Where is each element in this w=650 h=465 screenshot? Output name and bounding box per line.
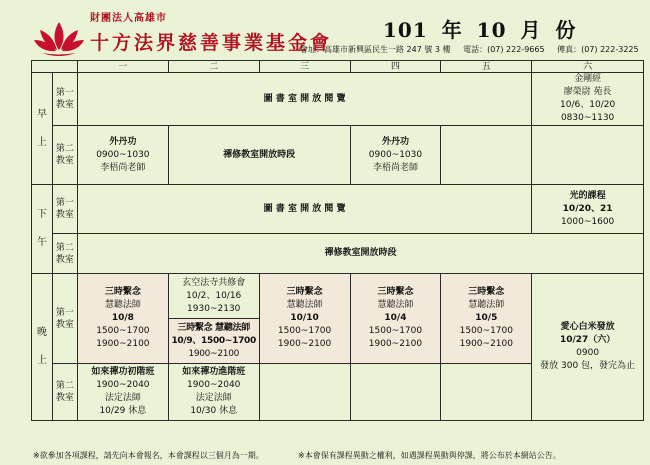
afternoon-library-open: 圖 書 室 開 放 閱 覽 bbox=[77, 185, 531, 234]
org-subtitle: 財團法人高雄市 bbox=[90, 13, 167, 24]
evening-room1-row-a bbox=[32, 274, 644, 319]
morning-room1-row bbox=[32, 73, 644, 126]
period-morning: 早 上 bbox=[32, 73, 53, 185]
phone: 電話：(07) 222-9665 bbox=[463, 45, 545, 54]
evening-tue-sanshi: 三時繫念 慧聽法師 10/9、1500~1700 1900~2100 bbox=[168, 319, 259, 364]
footer-note-right: ※本會保有課程異動之權利，如遇課程異動與停課，將公布於本網站公告。 bbox=[298, 451, 561, 460]
evening-wed-empty bbox=[259, 364, 350, 421]
weekday-thu: 四 bbox=[350, 61, 441, 73]
schedule-table bbox=[31, 60, 644, 421]
morning-room2-row bbox=[32, 126, 644, 185]
room2-label: 第二 教室 bbox=[52, 364, 77, 421]
evening-sat-rice: 愛心白米發放 10/27（六） 0900 發放 300 包，發完為止 bbox=[532, 274, 644, 421]
room1-label: 第一 教室 bbox=[52, 73, 77, 126]
weekday-sat: 六 bbox=[532, 61, 644, 73]
morning-library-open: 圖 書 室 開 放 閱 覽 bbox=[77, 73, 531, 126]
morning-fri-empty bbox=[441, 126, 532, 185]
morning-mon-waidangong: 外丹功 0900~1030 李梧尚老師 bbox=[77, 126, 168, 185]
fax: 傳真：(07) 222-3225 bbox=[557, 45, 639, 54]
month-title: 101 年 10 月 份 bbox=[383, 18, 577, 42]
evening-fri-sanshi: 三時繫念 慧聽法師 10/5 1500~1700 1900~2100 bbox=[441, 274, 532, 364]
evening-mon-rulai-basic: 如來禪功初階班 1900~2040 法定法師 10/29 休息 bbox=[77, 364, 168, 421]
evening-wed-sanshi: 三時繫念 慧聽法師 10/10 1500~1700 1900~2100 bbox=[259, 274, 350, 364]
afternoon-room2-row bbox=[32, 234, 644, 274]
org-name: 十方法界慈善事業基金會 bbox=[90, 32, 333, 54]
weekday-tue: 二 bbox=[168, 61, 259, 73]
weekday-wed: 三 bbox=[259, 61, 350, 73]
morning-thu-waidangong: 外丹功 0900~1030 李梧尚老師 bbox=[350, 126, 441, 185]
afternoon-sat-light-course: 光的課程 10/20、21 1000~1600 bbox=[532, 185, 644, 234]
corner-cell bbox=[32, 61, 78, 73]
morning-sat-diamond-sutra: 金剛經 廖榮尉 苑長 10/6、10/20 0830~1130 bbox=[532, 73, 644, 126]
room2-label: 第二 教室 bbox=[52, 234, 77, 274]
period-evening: 晚 上 bbox=[32, 274, 53, 421]
room1-label: 第一 教室 bbox=[52, 274, 77, 364]
evening-mon-sanshi: 三時繫念 慧聽法師 10/8 1500~1700 1900~2100 bbox=[77, 274, 168, 364]
afternoon-room1-row bbox=[32, 185, 644, 234]
morning-meditation-open: 禪修教室開放時段 bbox=[168, 126, 350, 185]
weekday-header-row bbox=[32, 61, 644, 73]
period-afternoon: 下 午 bbox=[32, 185, 53, 274]
room1-label: 第一 教室 bbox=[52, 185, 77, 234]
address: 會址：高雄市新興區民生一路 247 號 3 樓 bbox=[300, 45, 451, 54]
weekday-fri: 五 bbox=[441, 61, 532, 73]
evening-thu-sanshi: 三時繫念 慧聽法師 10/4 1500~1700 1900~2100 bbox=[350, 274, 441, 364]
lotus-logo-icon bbox=[34, 18, 84, 58]
evening-tue-rulai-advanced: 如來禪功進階班 1900~2040 法定法師 10/30 休息 bbox=[168, 364, 259, 421]
weekday-mon: 一 bbox=[77, 61, 168, 73]
footer-note-left: ※欲參加各項課程，請先向本會報名，本會課程以三個月為一期。 bbox=[33, 451, 264, 460]
room2-label: 第二 教室 bbox=[52, 126, 77, 185]
evening-fri-empty bbox=[441, 364, 532, 421]
afternoon-meditation-open: 禪修教室開放時段 bbox=[77, 234, 643, 274]
evening-thu-empty bbox=[350, 364, 441, 421]
morning-sat-empty bbox=[532, 126, 644, 185]
evening-tue-xuankong: 玄空法寺共修會 10/2、10/16 1930~2130 bbox=[168, 274, 259, 319]
contact-info bbox=[300, 44, 649, 55]
